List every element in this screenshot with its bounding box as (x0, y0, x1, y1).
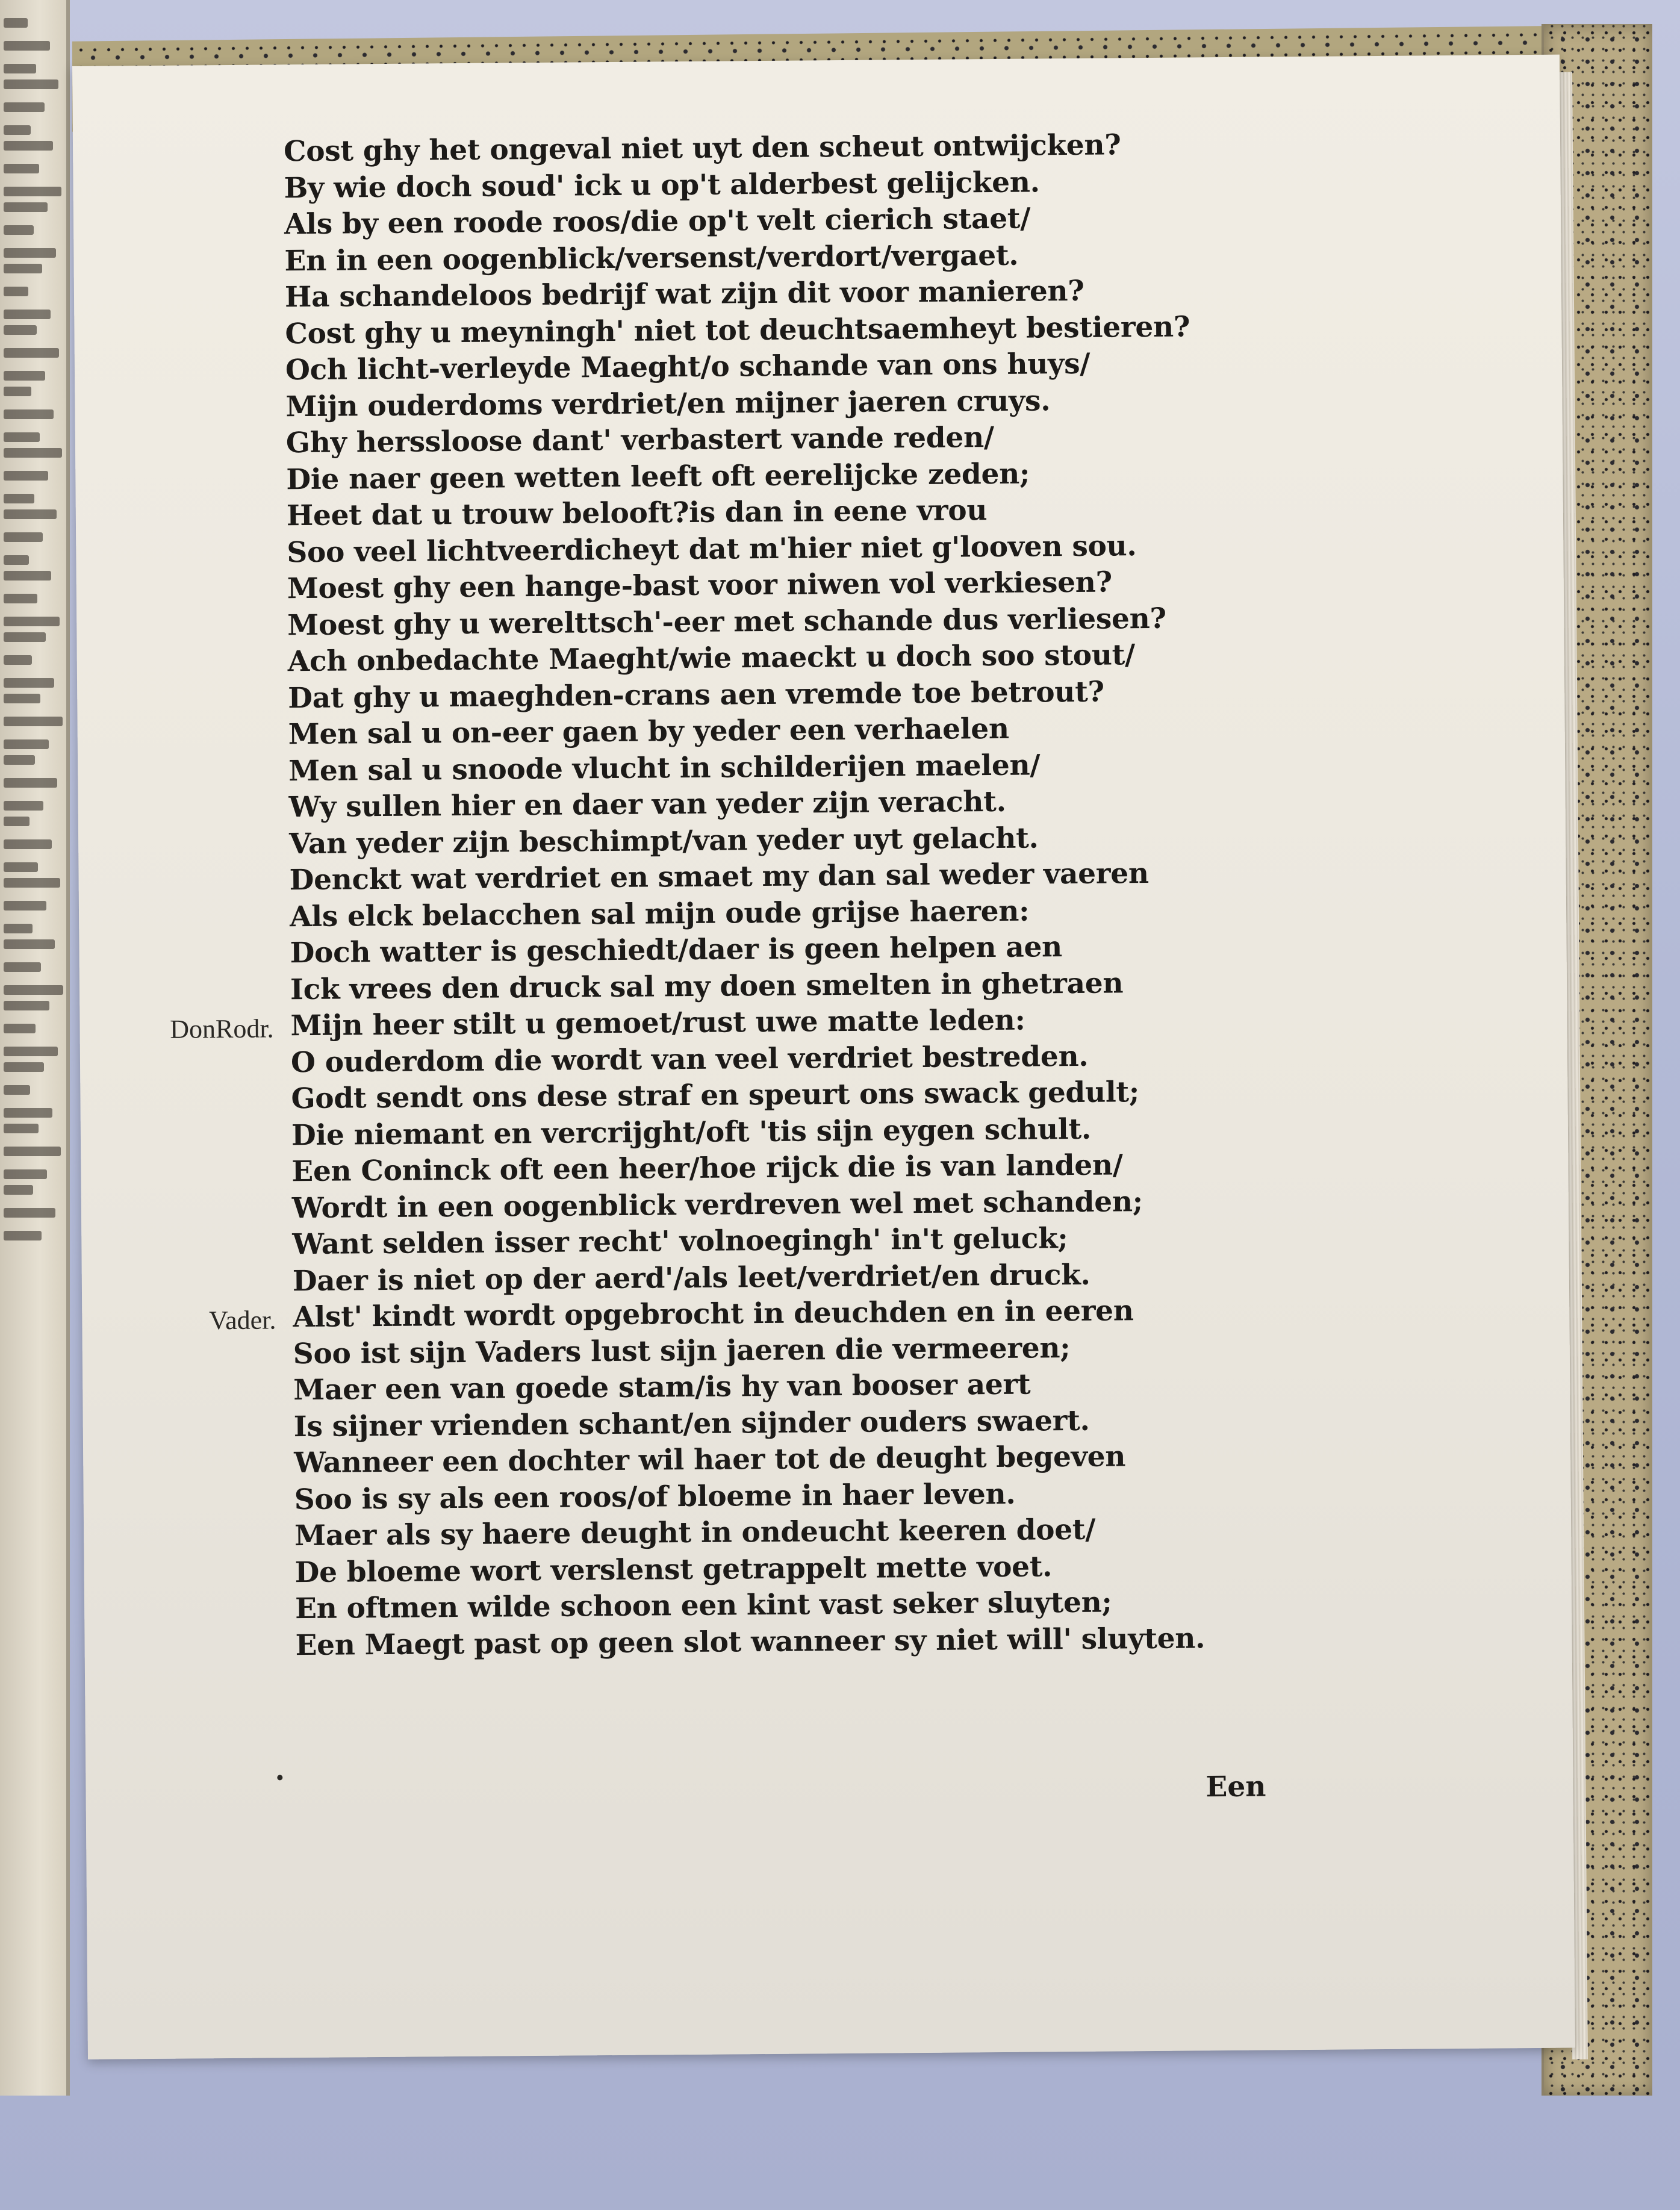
verse-text: Ick vrees den druck sal my doen smelten in ghetraen (290, 966, 1124, 1006)
left-page-text-fragment (4, 287, 28, 296)
left-page-text-fragment (4, 1001, 49, 1010)
left-page-text-fragment (4, 617, 60, 626)
verse-text: Cost ghy u meyningh' niet tot deuchtsaemheyt bestieren? (285, 310, 1190, 350)
left-page-text-fragment (4, 739, 49, 749)
left-page-text-fragment (4, 839, 52, 849)
left-page-text-fragment (4, 962, 41, 972)
verse-text: Daer is niet op der aerd'/als leet/verdriet/en druck. (292, 1258, 1090, 1298)
left-page-text-fragment (4, 141, 53, 151)
verse-text: Men sal u snoode vlucht in schilderijen maelen/ (288, 748, 1041, 788)
verse-text: Heet dat u trouw belooft?is dan in eene vrou (286, 494, 988, 533)
verse-text: Doch watter is geschiedt/daer is geen helpen aen (290, 930, 1063, 970)
left-page-text-fragment (4, 264, 42, 273)
verse-text: Soo veel lichtveerdicheyt dat m'hier niet g'looven sou. (287, 529, 1137, 569)
left-page-text-fragment (4, 1062, 44, 1072)
left-page-text-fragment (4, 1169, 47, 1179)
left-page-text-fragment (4, 202, 48, 212)
left-page-text-fragment (4, 901, 46, 910)
verse-text: Als by een roode roos/die op't velt cierich staet/ (284, 202, 1031, 241)
verse-text: Men sal u on-eer gaen by yeder een verhaelen (288, 712, 1009, 752)
left-page-text-fragment (4, 1108, 52, 1118)
verse-text: Moest ghy een hange-bast voor niwen vol verkiesen? (287, 565, 1113, 606)
left-page-text-fragment (4, 717, 63, 726)
left-page-text-fragment (4, 348, 59, 358)
verse-text: Ach onbedachte Maeght/wie maeckt u doch soo stout/ (287, 638, 1136, 679)
verse-text: Wanneer een dochter wil haer tot de deught begeven (294, 1440, 1126, 1480)
left-page-text-fragment (4, 187, 61, 196)
verse-text: Die niemant en vercrijght/oft 'tis sijn eygen schult. (291, 1112, 1092, 1152)
left-page-text-fragment (4, 125, 31, 135)
left-page-text-fragment (4, 1085, 30, 1095)
catchword: Een (1206, 1770, 1266, 1804)
left-page-text-fragment (4, 532, 43, 542)
left-page-text-fragment (4, 655, 32, 665)
left-page-text-fragment (4, 448, 62, 458)
verse-text: Mijn heer stilt u gemoet/rust uwe matte leden: (290, 1003, 1025, 1043)
verse-text: O ouderdom die wordt van veel verdriet bestreden. (290, 1039, 1089, 1079)
verse-text: Soo is sy als een roos/of bloeme in haer leven. (294, 1477, 1016, 1516)
verse-text: Als elck belacchen sal mijn oude grijse haeren: (289, 894, 1030, 933)
verse-text: En in een oogenblick/versenst/verdort/vergaet. (284, 238, 1019, 278)
left-page-text-fragment (4, 371, 45, 381)
left-page-text-fragment (4, 494, 34, 503)
verse-text: Mijn ouderdoms verdriet/en mijner jaeren cruys. (285, 384, 1051, 423)
verse-text: Van yeder zijn beschimpt/van yeder uyt gelacht. (288, 821, 1039, 861)
left-page-text-fragment (4, 164, 39, 173)
left-page-text-fragment (4, 939, 55, 949)
verse-text: Een Maegt past op geen slot wanneer sy niet will' sluyten. (295, 1621, 1206, 1662)
left-page-text-fragment (4, 801, 43, 811)
left-page-text-fragment (4, 1124, 39, 1133)
verse-text: Een Coninck oft een heer/hoe rijck die is van landen/ (291, 1148, 1123, 1189)
left-page-text-fragment (4, 694, 40, 703)
ink-dot (277, 1775, 282, 1780)
verse-text: Godt sendt ons dese straf en speurt ons swack gedult; (291, 1075, 1140, 1116)
left-page-text-fragment (4, 755, 35, 765)
left-page-text-fragment (4, 387, 31, 396)
verse-text: Want selden isser recht' volnoegingh' in't geluck; (292, 1222, 1068, 1262)
verse-text: Ha schandeloos bedrijf wat zijn dit voor manieren? (284, 274, 1084, 314)
verse-text: Moest ghy u werelttsch'-eer met schande dus verliesen? (287, 602, 1166, 642)
left-page-text-fragment (4, 18, 28, 28)
verse-text: Die naer geen wetten leeft oft eerelijcke zeden; (286, 457, 1030, 496)
verse-text: Maer een van goede stam/is hy van booser aert (293, 1368, 1031, 1407)
left-page-text-fragment (4, 817, 30, 826)
left-page-text-fragment (4, 778, 57, 788)
left-page-text-fragment (4, 1047, 58, 1056)
left-page-text-fragment (4, 64, 36, 73)
left-page-text-fragment (4, 432, 40, 442)
left-page-text-fragment (4, 325, 37, 335)
left-page-text-fragment (4, 678, 54, 688)
left-page-text-fragment (4, 1147, 61, 1156)
left-page-text-fragment (4, 248, 56, 258)
left-page-text-fragment (4, 41, 50, 51)
printed-page (72, 55, 1575, 2059)
verse-text: Denckt wat verdriet en smaet my dan sal weder vaeren (289, 857, 1149, 897)
left-page-text-fragment (4, 878, 60, 888)
left-page-text-fragment (4, 571, 51, 581)
left-page-text-fragment (4, 594, 37, 603)
verse-block (170, 125, 1440, 1664)
verse-text: Is sijner vrienden schant/en sijnder ouders swaert. (293, 1404, 1090, 1443)
verse-text: Wy sullen hier en daer van yeder zijn veracht. (288, 785, 1006, 824)
left-page-text-fragment (4, 1185, 33, 1195)
left-page-text-fragment (4, 310, 51, 319)
verse-text: Ghy herssloose dant' verbastert vande reden/ (285, 420, 994, 460)
verse-text: Wordt in een oogenblick verdreven wel met schanden; (291, 1184, 1143, 1225)
left-page-text-fragment (4, 1024, 36, 1033)
left-page-text-fragment (4, 79, 58, 89)
left-page-text-fragment (4, 1208, 55, 1218)
left-page-text-fragment (4, 924, 33, 933)
left-page-text-fragment (4, 985, 63, 995)
verse-text: Soo ist sijn Vaders lust sijn jaeren die vermeeren; (293, 1331, 1071, 1371)
speaker-label: DonRodr. (170, 1013, 274, 1044)
speaker-label: Vader. (208, 1305, 276, 1336)
verse-text: Maer als sy haere deught in ondeucht keeren doet/ (294, 1513, 1096, 1553)
left-page-text-fragment (4, 862, 38, 872)
verse-text: Och licht-verleyde Maeght/o schande van ons huys/ (285, 347, 1090, 387)
left-page-edge (0, 0, 70, 2096)
left-page-text-fragment (4, 471, 48, 481)
left-page-text-fragment (4, 225, 34, 235)
left-page-text-fragment (4, 409, 54, 419)
left-page-text-fragment (4, 509, 57, 519)
verse-text: By wie doch soud' ick u op't alderbest gelijcken. (284, 165, 1040, 205)
verse-text: De bloeme wort verslenst getrappelt mette voet. (294, 1549, 1053, 1589)
verse-text: Dat ghy u maeghden-crans aen vremde toe betrout? (288, 675, 1105, 715)
left-page-text-fragment (4, 102, 45, 112)
left-page-text-fragment (4, 632, 46, 642)
verse-text: Alst' kindt wordt opgebrocht in deuchden en in eeren (293, 1294, 1134, 1334)
verse-text: En oftmen wilde schoon een kint vast seker sluyten; (294, 1586, 1112, 1626)
verse-text: Cost ghy het ongeval niet uyt den scheut ontwijcken? (283, 128, 1121, 169)
left-page-text-fragment (4, 555, 29, 565)
left-page-text-fragment (4, 1231, 42, 1240)
